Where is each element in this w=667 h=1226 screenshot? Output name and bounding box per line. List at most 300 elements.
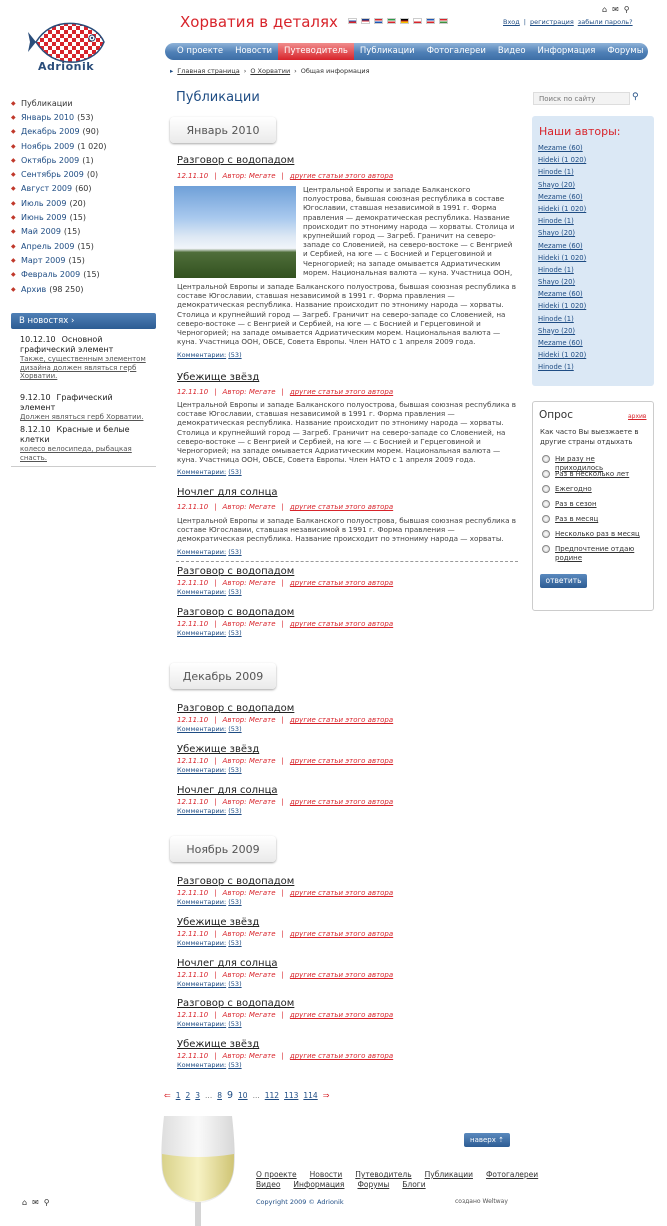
nav-item[interactable]: Информация bbox=[537, 46, 596, 56]
archive-item[interactable] bbox=[11, 268, 156, 282]
archive-month[interactable]: Октябрь 2009 bbox=[21, 155, 80, 165]
article-meta bbox=[177, 889, 393, 897]
archive-month[interactable]: Декабрь 2009 bbox=[21, 127, 80, 137]
article-title[interactable]: Разговор с водопадом bbox=[177, 876, 295, 887]
article-title[interactable]: Ночлег для солнца bbox=[177, 785, 278, 796]
author-articles-link[interactable]: другие статьи этого автора bbox=[289, 579, 394, 587]
author-link[interactable]: Hinode (1) bbox=[538, 363, 574, 372]
comments-count[interactable]: (53) bbox=[228, 351, 242, 359]
article-meta bbox=[177, 620, 393, 628]
poll-option-label[interactable]: Предпочтение отдаю родине bbox=[555, 545, 635, 562]
footer-link[interactable]: Фотогалереи bbox=[485, 1170, 539, 1179]
comments-label[interactable]: Комментарии: bbox=[177, 939, 227, 947]
article-comments[interactable] bbox=[177, 980, 242, 988]
next-page-icon[interactable]: ⇒ bbox=[322, 1091, 330, 1100]
bullet-icon: ◆ bbox=[11, 271, 16, 279]
nav-item[interactable]: Путеводитель bbox=[278, 43, 354, 60]
meta-sep: | bbox=[281, 172, 284, 180]
poll-archive-link[interactable]: архив bbox=[628, 413, 647, 420]
meta-sep: | bbox=[214, 172, 217, 180]
article-comments[interactable] bbox=[177, 766, 242, 774]
poll-title: Опрос bbox=[539, 409, 573, 421]
article-author[interactable]: Автор: Мегате bbox=[222, 930, 276, 938]
author-link[interactable]: Mezame (60) bbox=[538, 144, 583, 152]
author-link[interactable]: Hideki (1 020) bbox=[538, 156, 587, 165]
month-header: Январь 2010 bbox=[170, 117, 276, 143]
author-link[interactable]: Hideki (1 020) bbox=[538, 351, 587, 360]
article-author[interactable]: Автор: Мегате bbox=[222, 503, 276, 511]
comments-count[interactable]: (53) bbox=[228, 725, 242, 733]
footer-link[interactable]: Путеводитель bbox=[355, 1170, 412, 1179]
archive-month[interactable]: Архив bbox=[21, 284, 47, 294]
comments-count[interactable]: (53) bbox=[228, 1020, 242, 1028]
article-title[interactable]: Ночлег для солнца bbox=[177, 958, 278, 969]
article-meta bbox=[177, 798, 393, 806]
comments-label[interactable]: Комментарии: bbox=[177, 548, 227, 556]
article-author[interactable]: Автор: Мегате bbox=[222, 757, 276, 765]
article-author[interactable]: Автор: Мегате bbox=[222, 172, 276, 180]
pagination bbox=[164, 1090, 329, 1101]
article-date: 12.11.10 bbox=[177, 757, 209, 765]
article-author[interactable]: Автор: Мегате bbox=[222, 388, 276, 396]
flag-icon[interactable] bbox=[439, 18, 448, 24]
news-link[interactable]: колесо велосипеда, рыбацкая снасть. bbox=[20, 445, 132, 462]
flag-icon[interactable] bbox=[387, 18, 396, 24]
comments-label[interactable]: Комментарии: bbox=[177, 588, 227, 596]
flag-icon[interactable] bbox=[400, 18, 409, 24]
back-to-top-button[interactable]: наверх ⇡ bbox=[464, 1133, 510, 1147]
article-title[interactable]: Разговор с водопадом bbox=[177, 607, 295, 618]
meta-sep: | bbox=[214, 971, 217, 979]
author-articles-link[interactable]: другие статьи этого автора bbox=[289, 172, 394, 180]
breadcrumb-croatia[interactable]: О Хорватии bbox=[250, 67, 291, 75]
archive-item[interactable] bbox=[11, 282, 156, 296]
comments-label[interactable]: Комментарии: bbox=[177, 1061, 227, 1069]
footer-link[interactable]: Публикации bbox=[424, 1170, 473, 1179]
article-author[interactable]: Автор: Мегате bbox=[222, 971, 276, 979]
archive-count: (15) bbox=[63, 227, 81, 237]
article-comments[interactable] bbox=[177, 351, 242, 359]
nav-item[interactable]: Новости bbox=[235, 46, 273, 56]
article-title[interactable]: Разговор с водопадом bbox=[177, 703, 295, 714]
archive-head bbox=[11, 96, 156, 110]
meta-sep: | bbox=[281, 971, 284, 979]
flag-icon[interactable] bbox=[413, 18, 422, 24]
pager-page[interactable]: 10 bbox=[238, 1091, 248, 1100]
comments-count[interactable]: (53) bbox=[228, 548, 242, 556]
sidebar-divider bbox=[11, 466, 156, 467]
archive-item[interactable] bbox=[11, 167, 156, 181]
mail-icon[interactable]: ✉ bbox=[612, 5, 619, 14]
meta-sep: | bbox=[281, 716, 284, 724]
meta-sep: | bbox=[214, 716, 217, 724]
meta-sep: | bbox=[214, 1011, 217, 1019]
archive-item[interactable] bbox=[11, 153, 156, 167]
archive-month[interactable]: Апрель 2009 bbox=[21, 241, 75, 251]
author-link[interactable]: Shayo (20) bbox=[538, 229, 576, 238]
article-date: 12.11.10 bbox=[177, 971, 209, 979]
author-link[interactable]: Hinode (1) bbox=[538, 265, 574, 274]
news-date: 10.12.10 bbox=[20, 335, 56, 344]
author-articles-link[interactable]: другие статьи этого автора bbox=[289, 757, 394, 765]
comments-label[interactable]: Комментарии: bbox=[177, 898, 227, 906]
article-meta bbox=[177, 971, 393, 979]
article-date: 12.11.10 bbox=[177, 172, 209, 180]
meta-sep: | bbox=[281, 757, 284, 765]
meta-sep: | bbox=[214, 620, 217, 628]
month-header: Декабрь 2009 bbox=[170, 663, 276, 689]
breadcrumb-sep: › bbox=[243, 67, 247, 75]
news-date: 8.12.10 bbox=[20, 425, 51, 434]
author-link[interactable]: Mezame (60) bbox=[538, 290, 583, 299]
article-meta bbox=[177, 388, 393, 396]
comments-count[interactable]: (53) bbox=[228, 898, 242, 906]
radio-button[interactable] bbox=[542, 500, 550, 508]
author-articles-link[interactable]: другие статьи этого автора bbox=[289, 620, 394, 628]
poll-option[interactable] bbox=[542, 470, 645, 479]
archive-count: (98 250) bbox=[49, 284, 84, 294]
breadcrumb-home[interactable]: Главная страница bbox=[177, 67, 240, 75]
article-comments[interactable] bbox=[177, 548, 242, 556]
archive-item[interactable] bbox=[11, 225, 156, 239]
article-title[interactable]: Убежище звёзд bbox=[177, 1039, 260, 1050]
poll-option[interactable] bbox=[542, 485, 645, 494]
archive-item[interactable] bbox=[11, 125, 156, 139]
top-icons bbox=[602, 5, 630, 14]
author-link[interactable]: Mezame (60) bbox=[538, 192, 583, 201]
article-comments[interactable] bbox=[177, 1020, 242, 1028]
poll-option-label[interactable]: Ни разу не приходилось bbox=[555, 455, 604, 472]
author-articles-link[interactable]: другие статьи этого автора bbox=[289, 1052, 394, 1060]
flag-icon[interactable] bbox=[348, 18, 357, 24]
poll-option[interactable] bbox=[542, 530, 645, 539]
article-meta bbox=[177, 1052, 393, 1060]
poll-option[interactable] bbox=[542, 515, 645, 524]
author-link[interactable]: Hideki (1 020) bbox=[538, 204, 587, 213]
archive-month[interactable]: Июнь 2009 bbox=[21, 213, 67, 223]
breadcrumb-sep: › bbox=[294, 67, 297, 75]
author-articles-link[interactable]: другие статьи этого автора bbox=[289, 889, 394, 897]
archive-count: (0) bbox=[86, 170, 99, 180]
radio-button[interactable] bbox=[542, 545, 550, 553]
authors-title: Наши авторы: bbox=[539, 125, 621, 138]
archive-month[interactable]: Август 2009 bbox=[21, 184, 73, 194]
news-date: 9.12.10 bbox=[20, 393, 51, 402]
bullet-icon: ◆ bbox=[11, 242, 16, 250]
comments-label[interactable]: Комментарии: bbox=[177, 629, 227, 637]
archive-item[interactable] bbox=[11, 110, 156, 124]
archive-count: (15) bbox=[68, 255, 85, 265]
archive-month[interactable]: Январь 2010 bbox=[21, 112, 75, 122]
radio-button[interactable] bbox=[542, 455, 550, 463]
comments-count[interactable]: (53) bbox=[228, 629, 242, 637]
author-link[interactable]: Mezame (60) bbox=[538, 241, 583, 250]
author-link[interactable]: Mezame (60) bbox=[538, 339, 583, 347]
footer-link[interactable]: Блоги bbox=[402, 1180, 426, 1189]
article-comments[interactable] bbox=[177, 1061, 242, 1069]
sitemap-icon[interactable]: ⚲ bbox=[43, 1198, 50, 1207]
article-text: Центральной Европы и западе Балканского полуострова, бывшая союзная республика в составе Югославии, ставшая независимой в 1991 г. Форма правления — демократическая республика. Название происходит по этнониму народа — хорваты. Столица и крупнейший город — Загреб. Граничит на северо-западе со Словенией, на северо-востоке — с Венгрией и Сербией, на юге — с Боснией и Герцеговиной и Черногорией; на западе омывается Адриатическим морем. Национальная валюта — куна. Участница ООН, ОБСЕ, Совета Европы. Член НАТО с 1 апреля 2009 года. bbox=[177, 400, 516, 464]
auth-separator: | bbox=[523, 18, 526, 26]
bullet-icon: ◆ bbox=[11, 214, 16, 222]
archive-count: (53) bbox=[77, 112, 94, 122]
auth-links bbox=[503, 18, 633, 26]
article-meta bbox=[177, 579, 393, 587]
home-icon[interactable]: ⌂ bbox=[602, 5, 608, 14]
footer-link[interactable]: Видео bbox=[256, 1180, 281, 1189]
article-meta bbox=[177, 930, 393, 938]
poll-option-label[interactable]: Раз в сезон bbox=[555, 500, 597, 508]
radio-button[interactable] bbox=[542, 470, 550, 478]
pager-page[interactable]: 112 bbox=[264, 1091, 280, 1100]
poll-option[interactable] bbox=[542, 500, 645, 509]
archive-month[interactable]: Май 2009 bbox=[21, 227, 61, 237]
archive-item[interactable] bbox=[11, 196, 156, 210]
bullet-icon: ◆ bbox=[11, 171, 16, 179]
footer-link[interactable]: Форумы bbox=[357, 1180, 390, 1189]
article-author[interactable]: Автор: Мегате bbox=[222, 889, 276, 897]
author-link[interactable]: Hideki (1 020) bbox=[538, 302, 587, 311]
vote-button[interactable]: ответить bbox=[540, 574, 587, 588]
article-photo[interactable] bbox=[174, 186, 296, 278]
article-date: 12.11.10 bbox=[177, 1052, 209, 1060]
pager-page[interactable]: 2 bbox=[185, 1091, 191, 1100]
authors-list bbox=[538, 144, 586, 376]
comments-label[interactable]: Комментарии: bbox=[177, 980, 227, 988]
meta-sep: | bbox=[281, 503, 284, 511]
meta-sep: | bbox=[214, 503, 217, 511]
comments-label[interactable]: Комментарии: bbox=[177, 725, 227, 733]
nav-item[interactable]: О проекте bbox=[177, 46, 224, 56]
poll-option-label[interactable]: Ежегодно bbox=[555, 485, 592, 493]
flag-icon[interactable] bbox=[426, 18, 435, 24]
comments-count[interactable]: (53) bbox=[228, 766, 242, 774]
archive-count: (1) bbox=[82, 155, 94, 165]
article-title[interactable]: Убежище звёзд bbox=[177, 917, 260, 928]
bullet-icon: ◆ bbox=[11, 128, 16, 136]
archive-count: (1 020) bbox=[77, 141, 107, 151]
author-articles-link[interactable]: другие статьи этого автора bbox=[289, 971, 394, 979]
author-link[interactable]: Shayo (20) bbox=[538, 326, 576, 335]
poll-option-label[interactable]: Несколько раз в месяц bbox=[555, 530, 640, 538]
archive-month[interactable]: Сентябрь 2009 bbox=[21, 170, 84, 180]
poll-option-label[interactable]: Раз в месяц bbox=[555, 515, 599, 523]
article-comments[interactable] bbox=[177, 898, 242, 906]
poll-option-label[interactable]: Раз в несколько лет bbox=[555, 470, 630, 478]
pager-current: 9 bbox=[226, 1090, 234, 1101]
archive-month[interactable]: Февраль 2009 bbox=[21, 270, 81, 280]
archive-item[interactable] bbox=[11, 253, 156, 267]
bullet-icon: ◆ bbox=[11, 99, 16, 107]
article-title[interactable]: Разговор с водопадом bbox=[177, 155, 295, 166]
comments-count[interactable]: (53) bbox=[228, 468, 242, 476]
article-title[interactable]: Разговор с водопадом bbox=[177, 566, 295, 577]
search-input[interactable] bbox=[533, 92, 630, 105]
login-link[interactable]: Вход bbox=[503, 18, 520, 26]
flag-icon[interactable] bbox=[361, 18, 370, 24]
news-link[interactable]: Также, существенным элементом дизайна должен являться герб Хорватии. bbox=[20, 355, 146, 380]
meta-sep: | bbox=[281, 798, 284, 806]
bullet-icon: ◆ bbox=[11, 113, 16, 121]
article-date: 12.11.10 bbox=[177, 620, 209, 628]
archive-month[interactable]: Июль 2009 bbox=[21, 198, 67, 208]
meta-sep: | bbox=[281, 579, 284, 587]
news-item bbox=[20, 335, 148, 381]
author-articles-link[interactable]: другие статьи этого автора bbox=[289, 930, 394, 938]
site-title: Хорватия в деталях bbox=[180, 13, 338, 31]
article-author[interactable]: Автор: Мегате bbox=[222, 798, 276, 806]
article-author[interactable]: Автор: Мегате bbox=[222, 1011, 276, 1019]
archive-month[interactable]: Ноябрь 2009 bbox=[21, 141, 75, 151]
comments-label[interactable]: Комментарии: bbox=[177, 807, 227, 815]
author-articles-link[interactable]: другие статьи этого автора bbox=[289, 716, 394, 724]
radio-button[interactable] bbox=[542, 530, 550, 538]
meta-sep: | bbox=[214, 798, 217, 806]
meta-sep: | bbox=[214, 579, 217, 587]
article-comments[interactable] bbox=[177, 939, 242, 947]
article-comments[interactable] bbox=[177, 629, 242, 637]
comments-label[interactable]: Комментарии: bbox=[177, 1020, 227, 1028]
comments-count[interactable]: (53) bbox=[228, 588, 242, 596]
bullet-icon: ◆ bbox=[11, 156, 16, 164]
nav-item[interactable]: Фотогалереи bbox=[426, 46, 486, 56]
article-author[interactable]: Автор: Мегате bbox=[222, 620, 276, 628]
author-link[interactable]: Hinode (1) bbox=[538, 314, 574, 323]
author-articles-link[interactable]: другие статьи этого автора bbox=[289, 1011, 394, 1019]
article-author[interactable]: Автор: Мегате bbox=[222, 1052, 276, 1060]
author-articles-link[interactable]: другие статьи этого автора bbox=[289, 388, 394, 396]
poll-question: Как часто Вы выезжаете в другие страны отдыхать bbox=[540, 428, 639, 446]
archive-month[interactable]: Март 2009 bbox=[21, 255, 66, 265]
pager-page[interactable]: 113 bbox=[284, 1091, 299, 1100]
search-icon[interactable]: ⚲ bbox=[632, 92, 639, 102]
copyright: Copyright 2009 © Adrionik bbox=[256, 1198, 344, 1206]
flag-icon[interactable] bbox=[374, 18, 383, 24]
pager-page[interactable]: 1 bbox=[175, 1091, 181, 1100]
comments-count[interactable]: (53) bbox=[228, 939, 242, 947]
news-title: Основной графический элемент bbox=[20, 335, 114, 354]
forgot-password-link[interactable]: забыли пароль? bbox=[577, 18, 633, 26]
bullet-icon: ◆ bbox=[11, 142, 16, 150]
author-articles-link[interactable]: другие статьи этого автора bbox=[289, 503, 394, 511]
nav-item[interactable]: Форумы bbox=[607, 46, 644, 56]
archive-count: (15) bbox=[69, 213, 86, 223]
author-link[interactable]: Hinode (1) bbox=[538, 217, 574, 226]
breadcrumb-current: Общая информация bbox=[300, 67, 370, 75]
archive-item[interactable] bbox=[11, 182, 156, 196]
pager-ellipsis: ... bbox=[205, 1091, 213, 1100]
footer-link[interactable]: Информация bbox=[293, 1180, 345, 1189]
comments-label[interactable]: Комментарии: bbox=[177, 468, 227, 476]
comments-label[interactable]: Комментарии: bbox=[177, 766, 227, 774]
article-author[interactable]: Автор: Мегате bbox=[222, 579, 276, 587]
article-meta bbox=[177, 716, 393, 724]
author-link[interactable]: Shayo (20) bbox=[538, 278, 576, 287]
sitemap-icon[interactable]: ⚲ bbox=[623, 5, 630, 14]
register-link[interactable]: регистрация bbox=[529, 18, 574, 26]
article-meta bbox=[177, 503, 393, 511]
pager-page[interactable]: 8 bbox=[217, 1091, 222, 1100]
archive-item[interactable] bbox=[11, 239, 156, 253]
article-date: 12.11.10 bbox=[177, 889, 209, 897]
article-comments[interactable] bbox=[177, 588, 242, 596]
home-icon[interactable]: ⌂ bbox=[22, 1198, 28, 1207]
comments-count[interactable]: (53) bbox=[228, 1061, 242, 1069]
news-link[interactable]: Должен являться герб Хорватии. bbox=[20, 413, 144, 421]
archive-count: (60) bbox=[75, 184, 92, 194]
archive-count: (90) bbox=[82, 127, 99, 137]
nav-item[interactable]: Публикации bbox=[359, 46, 415, 56]
comments-label[interactable]: Комментарии: bbox=[177, 351, 227, 359]
archive-item[interactable] bbox=[11, 210, 156, 224]
made-by[interactable]: создано Weltway bbox=[455, 1198, 508, 1205]
comments-count[interactable]: (53) bbox=[228, 980, 242, 988]
archive-count: (20) bbox=[69, 198, 86, 208]
page-title: Публикации bbox=[176, 90, 260, 105]
article-author[interactable]: Автор: Мегате bbox=[222, 716, 276, 724]
breadcrumb bbox=[170, 67, 370, 75]
meta-sep: | bbox=[214, 757, 217, 765]
article-date: 12.11.10 bbox=[177, 579, 209, 587]
article-title[interactable]: Ночлег для солнца bbox=[177, 487, 278, 498]
article-comments[interactable] bbox=[177, 468, 242, 476]
article-date: 12.11.10 bbox=[177, 1011, 209, 1019]
mail-icon[interactable]: ✉ bbox=[32, 1198, 39, 1207]
article-title[interactable]: Убежище звёзд bbox=[177, 372, 260, 383]
pager-page[interactable]: 3 bbox=[195, 1091, 201, 1100]
article-meta bbox=[177, 1011, 393, 1019]
poll-option[interactable] bbox=[542, 545, 645, 562]
pager-page[interactable]: 114 bbox=[303, 1091, 318, 1100]
archive-count: (15) bbox=[77, 241, 94, 251]
article-title[interactable]: Разговор с водопадом bbox=[177, 998, 295, 1009]
meta-sep: | bbox=[214, 388, 217, 396]
author-link[interactable]: Hinode (1) bbox=[538, 168, 574, 177]
article-date: 12.11.10 bbox=[177, 798, 209, 806]
nav-item[interactable]: Видео bbox=[497, 46, 526, 56]
archive-list bbox=[11, 96, 156, 296]
arrow-right-icon: › bbox=[70, 316, 75, 326]
arrow-up-icon: ⇡ bbox=[498, 1136, 504, 1144]
archive-item[interactable] bbox=[11, 139, 156, 153]
meta-sep: | bbox=[281, 388, 284, 396]
archive-count: (15) bbox=[83, 270, 100, 280]
meta-sep: | bbox=[281, 1011, 284, 1019]
wine-glass-image bbox=[150, 1112, 246, 1226]
author-articles-link[interactable]: другие статьи этого автора bbox=[289, 798, 394, 806]
meta-sep: | bbox=[214, 930, 217, 938]
footer-link[interactable]: О проекте bbox=[256, 1170, 297, 1179]
article-meta bbox=[177, 172, 393, 180]
prev-page-icon[interactable]: ⇐ bbox=[164, 1091, 171, 1100]
article-comments[interactable] bbox=[177, 807, 242, 815]
news-header[interactable]: В новостях › bbox=[11, 313, 156, 329]
comments-count[interactable]: (53) bbox=[228, 807, 242, 815]
author-link[interactable]: Hideki (1 020) bbox=[538, 253, 587, 262]
breadcrumb-home-icon: ▸ bbox=[170, 67, 174, 75]
footer-link[interactable]: Новости bbox=[309, 1170, 343, 1179]
radio-button[interactable] bbox=[542, 515, 550, 523]
author-link[interactable]: Shayo (20) bbox=[538, 180, 576, 189]
article-title[interactable]: Убежище звёзд bbox=[177, 744, 260, 755]
article-comments[interactable] bbox=[177, 725, 242, 733]
bullet-icon: ◆ bbox=[11, 256, 16, 264]
bullet-icon: ◆ bbox=[11, 285, 16, 293]
article-text: Центральной Европы и западе Балканского полуострова, бывшая союзная республика в составе Югославии, ставшая независимой в 1991 г. Форма правления — демократическая республика. Название происходит по этнониму народа — хорваты. Столица и крупнейший город — Загреб. Граничит на северо-западе со Словенией, на северо-востоке — с Венгрией и Сербией, на юге — с Боснией и Герцеговиной и Черногорией; на западе омывается Адриатическим морем. Национальная валюта — куна. Участница ООН, ОБСЕ, Совета Европы. Член НАТО с 1 апреля 2009 года. bbox=[177, 282, 516, 346]
footer-icons bbox=[22, 1198, 50, 1207]
article-meta bbox=[177, 757, 393, 765]
radio-button[interactable] bbox=[542, 485, 550, 493]
